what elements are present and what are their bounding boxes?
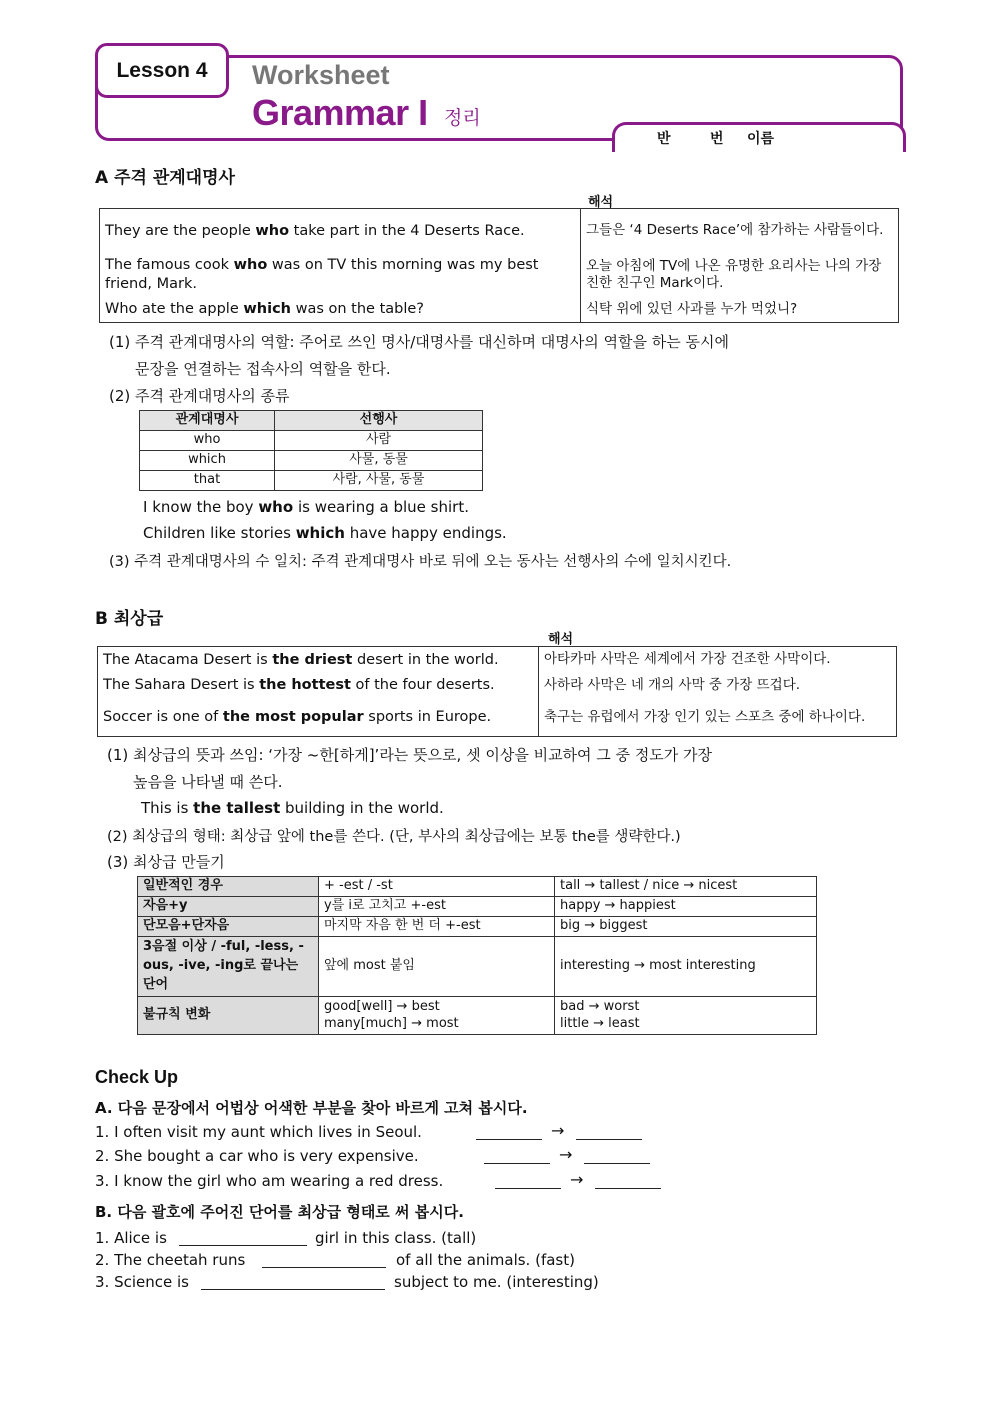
table-row (138, 937, 817, 997)
rule-cell: 앞에 most 붙임 (319, 937, 555, 997)
example-bold: who (258, 498, 294, 516)
answer-blank[interactable] (495, 1174, 561, 1189)
section-a-note1b: 문장을 연결하는 접속사의 역할을 한다. (135, 360, 391, 378)
answer-blank[interactable] (484, 1149, 550, 1164)
checkup-a-item3 (95, 1172, 443, 1190)
answer-blank[interactable] (201, 1275, 385, 1290)
checkup-title: Check Up (95, 1067, 179, 1087)
sentence-text: The Sahara Desert is (103, 677, 260, 694)
answer-blank[interactable] (262, 1253, 386, 1268)
rule-cell: + -est / -st (319, 877, 555, 897)
case-cell: 단모음+단자음 (138, 917, 319, 937)
example-text: This is (141, 799, 194, 817)
arrow-icon: → (559, 1145, 573, 1164)
case-cell: 불규칙 변화 (138, 997, 319, 1035)
example-text: I know the boy (143, 498, 259, 516)
question-text: subject to me. (interesting) (394, 1273, 599, 1291)
question-text: 2. The cheetah runs (95, 1251, 246, 1269)
example-text: building in the world. (280, 799, 444, 817)
sentence-bold: who (233, 257, 268, 274)
section-a-col-label: 해석 (588, 195, 614, 210)
question-text: 3. I know the girl who am wearing a red dress. (95, 1172, 444, 1190)
table-row (140, 451, 483, 471)
section-b-table (97, 646, 897, 737)
example-cell (555, 997, 817, 1035)
number-label: 번 (710, 131, 724, 147)
lesson-label: Lesson 4 (95, 43, 229, 98)
question-text: 2. She bought a car who is very expensive. (95, 1147, 419, 1165)
section-a-table (99, 208, 899, 323)
table-cell: 사람, 사물, 동물 (275, 471, 483, 491)
table-row (138, 997, 817, 1035)
sentence-text: The famous cook (105, 257, 234, 274)
example-cell: big → biggest (555, 917, 817, 937)
section-a-title: A 주격 관계대명사 (95, 168, 235, 188)
worksheet-title: Worksheet (252, 60, 390, 90)
translation-cell: 사하라 사막은 네 개의 사막 중 가장 뜨겁다. (544, 677, 801, 694)
sentence-cell (98, 673, 539, 699)
checkup-b-item1 (95, 1229, 167, 1247)
rule-cell (319, 997, 555, 1035)
translation-cell: 오늘 아침에 TV에 나온 유명한 요리사는 나의 가장 친한 친구인 Mark이다. (586, 257, 882, 291)
table-row (98, 647, 897, 673)
table-row (140, 431, 483, 451)
example-text: is wearing a blue shirt. (293, 498, 469, 516)
answer-blank[interactable] (595, 1174, 661, 1189)
table-header-row (140, 411, 483, 431)
sentence-text: sports in Europe. (363, 709, 492, 726)
answer-blank[interactable] (584, 1149, 650, 1164)
case-cell: 일반적인 경우 (138, 877, 319, 897)
checkup-a-item1 (95, 1123, 422, 1141)
rule-line: good[well] → best (324, 999, 440, 1015)
sentence-bold: the hottest (259, 677, 351, 694)
rule-line: many[much] → most (324, 1015, 459, 1031)
table-cell: 사람 (275, 431, 483, 451)
sentence-text: The Atacama Desert is (103, 651, 273, 668)
translation-cell: 그들은 ‘4 Deserts Race’에 참가하는 사람들이다. (586, 222, 884, 239)
table-row (138, 917, 817, 937)
sentence-text: Who ate the apple (105, 301, 244, 318)
column-header: 관계대명사 (140, 411, 275, 431)
table-row (100, 297, 899, 323)
example-line: bad → worst (560, 999, 640, 1015)
section-b-note3: (3) 최상급 만들기 (107, 853, 225, 871)
sentence-cell (100, 253, 581, 297)
question-text: of all the animals. (fast) (396, 1251, 575, 1269)
table-row (100, 209, 899, 253)
sentence-text: of the four deserts. (350, 677, 495, 694)
section-a-example2 (143, 524, 507, 542)
sentence-text: was on the table? (290, 301, 424, 318)
example-bold: the tallest (193, 799, 281, 817)
example-text: Children like stories (143, 524, 296, 542)
section-b-note1b: 높음을 나타낼 때 쓴다. (133, 773, 283, 791)
arrow-icon: → (570, 1170, 584, 1189)
sentence-cell (100, 297, 581, 323)
question-text: 3. Science is (95, 1273, 189, 1291)
case-cell: 자음+y (138, 897, 319, 917)
checkup-b-item2 (95, 1251, 245, 1269)
section-b-note2: (2) 최상급의 형태: 최상급 앞에 the를 쓴다. (단, 부사의 최상급에는 보통 the를 생략한다.) (107, 829, 681, 845)
section-a-example1 (143, 498, 469, 516)
sentence-text: Soccer is one of (103, 709, 223, 726)
table-row (138, 877, 817, 897)
table-cell: that (140, 471, 275, 491)
example-cell: happy → happiest (555, 897, 817, 917)
sentence-bold: who (255, 222, 290, 239)
table-cell: who (140, 431, 275, 451)
section-b-note1: (1) 최상급의 뜻과 쓰임: ‘가장 ~한[하게]’라는 뜻으로, 셋 이상을 비교하여 그 중 정도가 가장 (107, 746, 713, 764)
table-row (140, 471, 483, 491)
arrow-icon: → (551, 1121, 565, 1140)
answer-blank[interactable] (576, 1125, 642, 1140)
translation-cell: 축구는 유럽에서 가장 인기 있는 스포츠 중에 하나이다. (544, 708, 866, 725)
sentence-cell (98, 699, 539, 737)
name-label: 이름 (747, 131, 775, 147)
table-row (100, 253, 899, 297)
sentence-cell (100, 209, 581, 253)
section-b-col-label: 해석 (548, 632, 574, 647)
superlative-forms-table (137, 876, 817, 1035)
example-cell: tall → tallest / nice → nicest (555, 877, 817, 897)
rule-cell: 마지막 자음 한 번 더 +-est (319, 917, 555, 937)
case-cell: 3음절 이상 / -ful, -less, -ous, -ive, -ing로 끝나는 단어 (138, 937, 319, 997)
section-a-note3: (3) 주격 관계대명사의 수 일치: 주격 관계대명사 바로 뒤에 오는 동사는 선행사의 수에 일치시킨다. (109, 554, 732, 570)
checkup-part-a: A. 다음 문장에서 어법상 어색한 부분을 찾아 바르게 고쳐 봅시다. (95, 1099, 528, 1117)
section-b-title: B 최상급 (95, 609, 164, 629)
sentence-text: take part in the 4 Deserts Race. (289, 222, 525, 239)
table-row (138, 897, 817, 917)
grammar-title: Grammar I (252, 92, 428, 133)
checkup-a-item2 (95, 1147, 419, 1165)
question-text: 1. Alice is (95, 1229, 167, 1247)
example-bold: which (295, 524, 345, 542)
table-cell: 사물, 동물 (275, 451, 483, 471)
section-a-note1: (1) 주격 관계대명사의 역할: 주어로 쓰인 명사/대명사를 대신하며 대명사의 역할을 하는 동시에 (109, 333, 729, 351)
answer-blank[interactable] (179, 1231, 307, 1246)
sentence-bold: the most popular (222, 709, 364, 726)
grammar-subtitle: 정리 (444, 107, 481, 129)
table-row (98, 699, 897, 737)
example-line: little → least (560, 1015, 640, 1031)
sentence-text: desert in the world. (352, 651, 499, 668)
sentence-cell (98, 647, 539, 673)
checkup-b-item3 (95, 1273, 189, 1291)
column-header: 선행사 (275, 411, 483, 431)
question-text: 1. I often visit my aunt which lives in Seoul. (95, 1123, 422, 1141)
rule-cell: y를 i로 고치고 +-est (319, 897, 555, 917)
answer-blank[interactable] (476, 1125, 542, 1140)
example-text: have happy endings. (344, 524, 507, 542)
question-text: girl in this class. (tall) (315, 1229, 477, 1247)
sentence-bold: which (243, 301, 291, 318)
example-cell: interesting → most interesting (555, 937, 817, 997)
relative-pronoun-table (139, 410, 483, 491)
sentence-text: They are the people (105, 222, 256, 239)
translation-cell: 아타카마 사막은 세계에서 가장 건조한 사막이다. (544, 651, 831, 668)
section-a-note2: (2) 주격 관계대명사의 종류 (109, 387, 290, 405)
sentence-bold: the driest (272, 651, 353, 668)
section-b-example1 (141, 799, 444, 817)
table-row (98, 673, 897, 699)
class-label: 반 (657, 131, 671, 147)
translation-cell: 식탁 위에 있던 사과를 누가 먹었니? (586, 300, 798, 317)
checkup-part-b: B. 다음 괄호에 주어진 단어를 최상급 형태로 써 봅시다. (95, 1203, 464, 1221)
table-cell: which (140, 451, 275, 471)
sentence-text: was on TV this morning was my best friend, Mark. (105, 257, 539, 292)
